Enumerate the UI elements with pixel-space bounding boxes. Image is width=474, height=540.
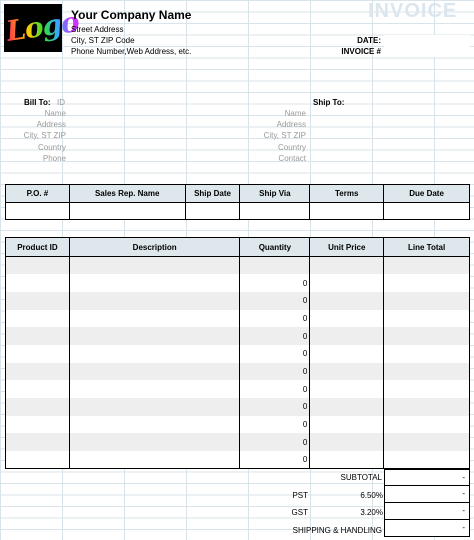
line-item-row (6, 310, 470, 328)
line-item-row (6, 416, 470, 434)
ship-date-header: Ship Date (185, 185, 240, 203)
invoice-title: INVOICE (368, 0, 458, 22)
product-id-cell[interactable] (6, 274, 70, 292)
unit-price-cell[interactable] (310, 310, 384, 328)
po-number-header: P.O. # (6, 185, 70, 203)
product-id-cell[interactable] (6, 416, 70, 434)
description-cell[interactable] (69, 292, 240, 310)
quantity-cell[interactable]: 0 (240, 310, 310, 328)
logo-text: Logo (4, 5, 81, 48)
quantity-cell[interactable] (240, 257, 310, 275)
description-cell[interactable] (69, 363, 240, 381)
date-field[interactable] (384, 35, 470, 46)
product-id-cell[interactable] (6, 327, 70, 345)
line-total-cell[interactable] (384, 363, 470, 381)
quantity-cell[interactable]: 0 (240, 416, 310, 434)
quantity-cell[interactable]: 0 (240, 345, 310, 363)
company-name[interactable]: Your Company Name (71, 8, 192, 22)
ship-via-header: Ship Via (240, 185, 310, 203)
order-info-row (6, 203, 470, 220)
description-header: Description (69, 238, 240, 257)
pst-rate[interactable]: 6.50% (360, 491, 383, 500)
line-total-cell[interactable] (384, 380, 470, 398)
product-id-header: Product ID (6, 238, 70, 257)
line-item-row (6, 451, 470, 469)
product-id-cell[interactable] (6, 433, 70, 451)
ship-to-contact[interactable]: Contact (278, 154, 306, 163)
subtotal-label: SUBTOTAL (340, 473, 382, 482)
sales-rep-header: Sales Rep. Name (69, 185, 185, 203)
due-date-cell[interactable] (384, 203, 470, 220)
line-item-row (6, 363, 470, 381)
invoice-number-label: INVOICE # (341, 47, 381, 56)
order-info-table (5, 184, 470, 220)
quantity-cell[interactable]: 0 (240, 274, 310, 292)
sales-rep-cell[interactable] (69, 203, 185, 220)
description-cell[interactable] (69, 274, 240, 292)
subtotal-value: - (384, 469, 470, 486)
date-label: DATE: (357, 36, 381, 45)
unit-price-cell[interactable] (310, 380, 384, 398)
line-total-cell[interactable] (384, 451, 470, 469)
quantity-cell[interactable]: 0 (240, 451, 310, 469)
line-total-cell[interactable] (384, 345, 470, 363)
ship-date-cell[interactable] (185, 203, 240, 220)
description-cell[interactable] (69, 433, 240, 451)
description-cell[interactable] (69, 310, 240, 328)
order-info-header-row (6, 185, 470, 203)
quantity-header: Quantity (240, 238, 310, 257)
company-street[interactable]: Street Address (71, 25, 124, 34)
bill-to-country[interactable]: Country (37, 143, 66, 152)
shipping-value[interactable]: - (384, 520, 470, 537)
unit-price-cell[interactable] (310, 274, 384, 292)
ship-via-cell[interactable] (240, 203, 310, 220)
bill-to-name[interactable]: Name (44, 109, 66, 118)
unit-price-cell[interactable] (310, 292, 384, 310)
quantity-cell[interactable]: 0 (240, 363, 310, 381)
unit-price-cell[interactable] (310, 451, 384, 469)
ship-to-address[interactable]: Address (276, 120, 306, 129)
line-total-cell[interactable] (384, 310, 470, 328)
product-id-cell[interactable] (6, 451, 70, 469)
quantity-cell[interactable]: 0 (240, 292, 310, 310)
line-items-table (5, 237, 470, 469)
line-total-cell[interactable] (384, 257, 470, 275)
line-item-row (6, 398, 470, 416)
line-items-header-row (6, 238, 470, 257)
line-total-cell[interactable] (384, 292, 470, 310)
line-item-row (6, 257, 470, 275)
unit-price-cell[interactable] (310, 363, 384, 381)
gst-rate[interactable]: 3.20% (360, 508, 383, 517)
line-total-cell[interactable] (384, 327, 470, 345)
unit-price-cell[interactable] (310, 345, 384, 363)
product-id-cell[interactable] (6, 310, 70, 328)
line-item-row (6, 292, 470, 310)
unit-price-cell[interactable] (310, 433, 384, 451)
bill-to-address[interactable]: Address (36, 120, 66, 129)
line-item-row (6, 433, 470, 451)
product-id-cell[interactable] (6, 398, 70, 416)
unit-price-header: Unit Price (310, 238, 384, 257)
company-phone[interactable]: Phone Number,Web Address, etc. (71, 47, 192, 56)
description-cell[interactable] (69, 380, 240, 398)
quantity-cell[interactable]: 0 (240, 398, 310, 416)
unit-price-cell[interactable] (310, 327, 384, 345)
ship-to-label: Ship To: (313, 98, 345, 107)
unit-price-cell[interactable] (310, 257, 384, 275)
bill-to-label: Bill To: (24, 98, 51, 107)
line-item-row (6, 345, 470, 363)
product-id-cell[interactable] (6, 345, 70, 363)
bill-to-id[interactable]: ID (57, 98, 65, 107)
line-total-header: Line Total (384, 238, 470, 257)
product-id-cell[interactable] (6, 257, 70, 275)
description-cell[interactable] (69, 345, 240, 363)
terms-header: Terms (310, 185, 384, 203)
line-item-row (6, 327, 470, 345)
unit-price-cell[interactable] (310, 398, 384, 416)
line-total-cell[interactable] (384, 274, 470, 292)
line-total-cell[interactable] (384, 433, 470, 451)
po-number-cell[interactable] (6, 203, 70, 220)
description-cell[interactable] (69, 327, 240, 345)
line-total-cell[interactable] (384, 416, 470, 434)
product-id-cell[interactable] (6, 380, 70, 398)
ship-to-city[interactable]: City, ST ZIP (263, 131, 306, 140)
unit-price-cell[interactable] (310, 416, 384, 434)
gst-label: GST (291, 508, 308, 517)
bill-to-city[interactable]: City, ST ZIP (23, 131, 66, 140)
company-logo (4, 4, 81, 52)
quantity-cell[interactable]: 0 (240, 433, 310, 451)
quantity-cell[interactable]: 0 (240, 327, 310, 345)
due-date-header: Due Date (384, 185, 470, 203)
terms-cell[interactable] (310, 203, 384, 220)
description-cell[interactable] (69, 451, 240, 469)
line-total-cell[interactable] (384, 398, 470, 416)
pst-value: - (384, 486, 470, 503)
bill-to-phone[interactable]: Phone (42, 154, 66, 163)
pst-label: PST (292, 491, 308, 500)
description-cell[interactable] (69, 257, 240, 275)
description-cell[interactable] (69, 416, 240, 434)
ship-to-name[interactable]: Name (284, 109, 306, 118)
product-id-cell[interactable] (6, 363, 70, 381)
product-id-cell[interactable] (6, 292, 70, 310)
line-item-row (6, 274, 470, 292)
ship-to-country[interactable]: Country (277, 143, 306, 152)
line-item-row (6, 380, 470, 398)
quantity-cell[interactable]: 0 (240, 380, 310, 398)
invoice-number-field[interactable] (384, 46, 470, 57)
company-city[interactable]: City, ST ZIP Code (71, 36, 135, 45)
shipping-label: SHIPPING & HANDLING (292, 526, 382, 535)
description-cell[interactable] (69, 398, 240, 416)
gst-value: - (384, 503, 470, 520)
